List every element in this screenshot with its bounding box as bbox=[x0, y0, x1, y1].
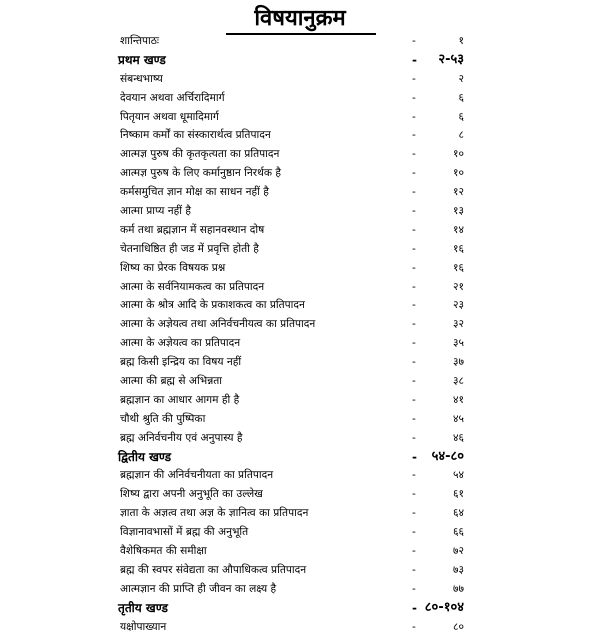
dash-separator: - bbox=[412, 318, 416, 331]
page-number: १२ bbox=[452, 186, 464, 199]
toc-row bbox=[114, 372, 494, 391]
toc-row bbox=[114, 334, 494, 353]
entry-title: विज्ञानावभासों में ब्रह्म की अनुभूति bbox=[120, 526, 249, 539]
toc-row bbox=[114, 70, 494, 89]
dash-separator: - bbox=[412, 242, 416, 255]
page-number: ३५ bbox=[452, 337, 464, 350]
toc-row bbox=[114, 580, 494, 599]
entry-title: आत्मा के श्रोत्र आदि के प्रकाशकत्व का प्रतिपादन bbox=[120, 299, 305, 312]
page-number: २ bbox=[458, 72, 464, 85]
dash-separator: - bbox=[412, 299, 416, 312]
page-number: ७३ bbox=[452, 563, 464, 576]
page-number: ६४ bbox=[452, 507, 464, 520]
entry-title: ज्ञाता के अज्ञत्व तथा अज्ञ के ज्ञानित्व का प्रतिपादन bbox=[120, 507, 309, 520]
toc-list bbox=[114, 32, 494, 637]
dash-separator: - bbox=[412, 91, 416, 104]
page-number: ८ bbox=[458, 129, 464, 142]
entry-title: देवयान अथवा अर्चिरादिमार्ग bbox=[120, 91, 225, 104]
toc-row bbox=[114, 466, 494, 485]
page-number: ४१ bbox=[452, 393, 464, 406]
dash-separator: - bbox=[412, 600, 417, 615]
dash-separator: - bbox=[412, 620, 416, 633]
toc-row bbox=[114, 315, 494, 334]
page-number: ८० bbox=[452, 620, 464, 633]
entry-title: आत्मा प्राप्य नहीं है bbox=[120, 205, 191, 218]
toc-row bbox=[114, 108, 494, 127]
entry-title: ब्रह्मज्ञान का आधार आगम ही है bbox=[120, 393, 240, 406]
entry-title: आत्मज्ञ पुरुष की कृतकृत्यता का प्रतिपादन bbox=[120, 148, 280, 161]
toc-row bbox=[114, 504, 494, 523]
dash-separator: - bbox=[412, 393, 416, 406]
dash-separator: - bbox=[412, 507, 416, 520]
toc-row bbox=[114, 202, 494, 221]
page-number: ६ bbox=[458, 110, 464, 123]
section-title: तृतीय खण्ड bbox=[118, 600, 168, 615]
section-title: प्रथम खण्ड bbox=[118, 52, 166, 67]
entry-title: यक्षोपाख्यान bbox=[120, 620, 167, 633]
entry-title: ब्रह्म की स्वपर संवेद्यता का औपाधिकत्व प्रतिपादन bbox=[120, 563, 307, 576]
page-number: १६ bbox=[452, 242, 464, 255]
page-title: विषयानुक्रम bbox=[254, 6, 346, 31]
entry-title: वैशेषिकमत की समीक्षा bbox=[120, 545, 207, 558]
page-number: १० bbox=[452, 148, 464, 161]
toc-row bbox=[114, 145, 494, 164]
page-number: ८०-१०४ bbox=[424, 599, 464, 615]
dash-separator: - bbox=[412, 129, 416, 142]
dash-separator: - bbox=[412, 449, 417, 464]
dash-separator: - bbox=[412, 205, 416, 218]
entry-title: कर्मसमुचित ज्ञान मोक्ष का साधन नहीं है bbox=[120, 186, 269, 199]
entry-title: शिष्य का प्रेरक विषयक प्रश्न bbox=[120, 261, 226, 274]
toc-section-row bbox=[114, 448, 494, 467]
page-number: ६६ bbox=[452, 526, 464, 539]
page-number: ५४-८० bbox=[431, 448, 464, 464]
toc-row bbox=[114, 353, 494, 372]
page-number: २-५३ bbox=[438, 51, 464, 67]
entry-title: संबन्धभाष्य bbox=[120, 72, 163, 85]
dash-separator: - bbox=[412, 337, 416, 350]
entry-title: आत्मा के अज्ञेयत्व का प्रतिपादन bbox=[120, 337, 241, 350]
page-number: ४६ bbox=[452, 431, 464, 444]
toc-row bbox=[114, 391, 494, 410]
section-title: द्वितीय खण्ड bbox=[118, 449, 172, 464]
toc-row bbox=[114, 542, 494, 561]
entry-title: ब्रह्म किसी इन्द्रिय का विषय नहीं bbox=[120, 356, 242, 369]
dash-separator: - bbox=[412, 563, 416, 576]
page-number: १ bbox=[458, 35, 464, 47]
toc-row bbox=[114, 259, 494, 278]
dash-separator: - bbox=[412, 186, 416, 199]
dash-separator: - bbox=[412, 167, 416, 180]
toc-section-row bbox=[114, 599, 494, 618]
toc-row bbox=[114, 240, 494, 259]
dash-separator: - bbox=[412, 35, 416, 47]
entry-title: शिष्य द्वारा अपनी अनुभूति का उल्लेख bbox=[120, 488, 263, 501]
entry-title: आत्मा की ब्रह्म से अभिन्नता bbox=[120, 375, 223, 388]
entry-title: चौथी श्रुति की पुष्पिका bbox=[120, 412, 206, 425]
entry-title: निष्काम कर्मों का संस्कारार्थत्व प्रतिपादन bbox=[120, 129, 271, 142]
toc-row bbox=[114, 89, 494, 108]
entry-title: चेतनाधिष्ठित ही जड में प्रवृत्ति होती है bbox=[120, 242, 259, 255]
entry-title: आत्मज्ञ पुरुष के लिए कर्मानुष्ठान निरर्थक है bbox=[120, 167, 281, 180]
page-number: १० bbox=[452, 167, 464, 180]
dash-separator: - bbox=[412, 582, 416, 595]
entry-title: आत्मा के सर्वनियामकत्व का प्रतिपादन bbox=[120, 280, 265, 293]
dash-separator: - bbox=[412, 52, 417, 67]
page-number: १३ bbox=[452, 205, 464, 218]
dash-separator: - bbox=[412, 469, 416, 482]
dash-separator: - bbox=[412, 431, 416, 444]
dash-separator: - bbox=[412, 375, 416, 388]
entry-title: कर्म तथा ब्रह्मज्ञान में सहानवस्थान दोष bbox=[120, 223, 265, 236]
page-number: ३२ bbox=[452, 318, 464, 331]
entry-title: ब्रह्म अनिर्वचनीय एवं अनुपास्य है bbox=[120, 431, 243, 444]
toc-row bbox=[114, 485, 494, 504]
toc-row bbox=[114, 561, 494, 580]
toc-row bbox=[114, 410, 494, 429]
dash-separator: - bbox=[412, 110, 416, 123]
page-number: ७७ bbox=[452, 582, 464, 595]
page-number: १६ bbox=[452, 261, 464, 274]
page-number: ६ bbox=[458, 91, 464, 104]
page-number: २३ bbox=[452, 299, 464, 312]
page-number: २१ bbox=[452, 280, 464, 293]
toc-section-row bbox=[114, 51, 494, 70]
dash-separator: - bbox=[412, 280, 416, 293]
entry-title: शान्तिपाठः bbox=[120, 35, 160, 47]
toc-row bbox=[114, 183, 494, 202]
page-number: १४ bbox=[452, 223, 464, 236]
dash-separator: - bbox=[412, 488, 416, 501]
page-number: ६१ bbox=[452, 488, 464, 501]
toc-row bbox=[114, 32, 494, 51]
dash-separator: - bbox=[412, 356, 416, 369]
entry-title: ब्रह्मज्ञान की अनिर्वचनीयता का प्रतिपादन bbox=[120, 469, 274, 482]
toc-row bbox=[114, 429, 494, 448]
page-number: ७२ bbox=[452, 545, 464, 558]
dash-separator: - bbox=[412, 412, 416, 425]
dash-separator: - bbox=[412, 526, 416, 539]
toc-row bbox=[114, 296, 494, 315]
toc-row bbox=[114, 618, 494, 637]
dash-separator: - bbox=[412, 72, 416, 85]
page-number: ३८ bbox=[452, 375, 464, 388]
dash-separator: - bbox=[412, 223, 416, 236]
page-number: ४५ bbox=[452, 412, 464, 425]
dash-separator: - bbox=[412, 545, 416, 558]
toc-row bbox=[114, 278, 494, 297]
dash-separator: - bbox=[412, 261, 416, 274]
toc-row bbox=[114, 523, 494, 542]
dash-separator: - bbox=[412, 148, 416, 161]
toc-row bbox=[114, 126, 494, 145]
entry-title: आत्मज्ञान की प्राप्ति ही जीवन का लक्ष्य है bbox=[120, 582, 277, 595]
toc-row bbox=[114, 221, 494, 240]
page-number: ३७ bbox=[452, 356, 464, 369]
page-number: ५४ bbox=[452, 469, 464, 482]
entry-title: आत्मा के अज्ञेयत्व तथा अनिर्वचनीयत्व का प्रतिपादन bbox=[120, 318, 316, 331]
toc-row bbox=[114, 164, 494, 183]
entry-title: पितृयान अथवा धूमादिमार्ग bbox=[120, 110, 219, 123]
